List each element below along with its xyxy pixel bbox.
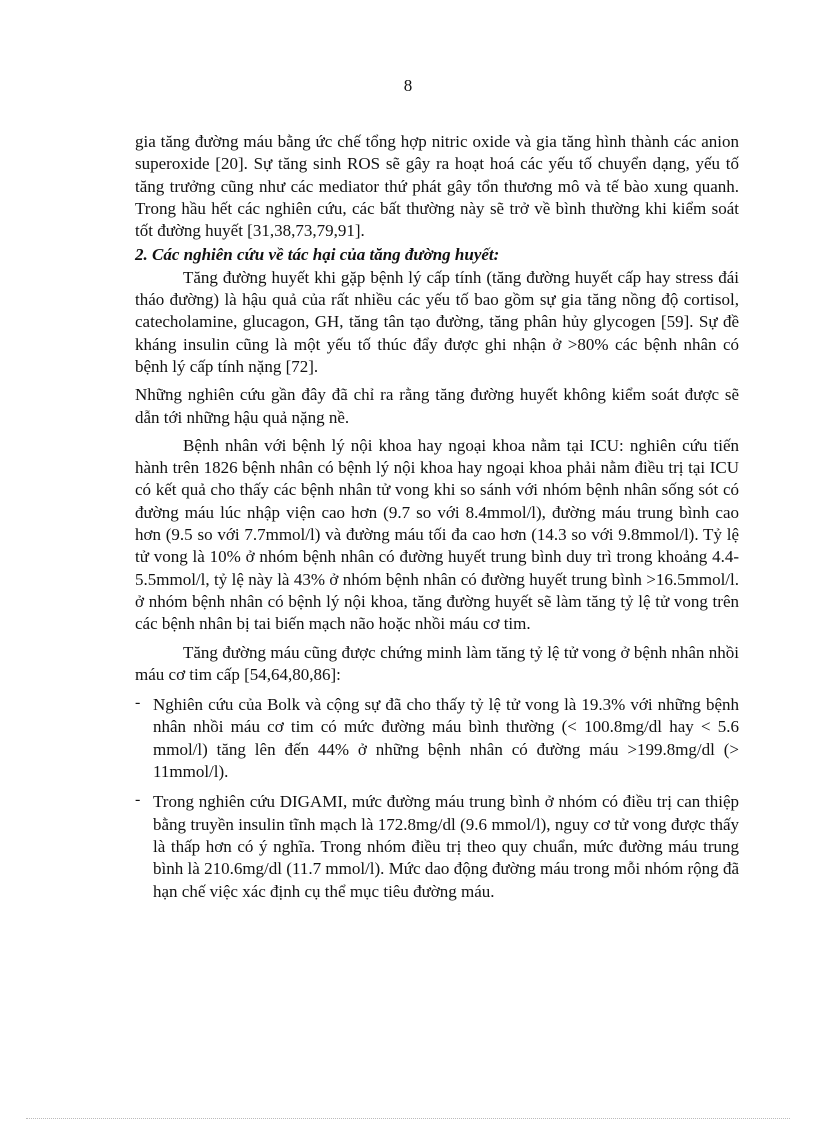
list-item-text: Trong nghiên cứu DIGAMI, mức đường máu trung bình ở nhóm có điều trị can thiệp bằng truyền insulin tĩnh mạch là 172.8mg/dl (9.6 mmol/l), nguy cơ tử vong được thấy là thấp hơn có ý nghĩa. Trong nhóm điều trị theo quy chuẩn, mức đường máu trung bình là 210.6mg/dl (11.7 mmol/l). Mức dao động đường máu trong mỗi nhóm rộng đã hạn chế việc xác định cụ thể mục tiêu đường máu. xyxy=(153,792,739,901)
bullet-mark: - xyxy=(135,694,141,712)
section-heading: 2. Các nghiên cứu về tác hại của tăng đường huyết: xyxy=(135,245,500,265)
list-item-bolk-study xyxy=(135,694,739,783)
page-bottom-divider xyxy=(26,1118,790,1119)
page-number: 8 xyxy=(403,76,413,95)
list-item-text: Nghiên cứu của Bolk và cộng sự đã cho thấy tỷ lệ tử vong là 19.3% với những bệnh nhân nhồi máu cơ tim có mức đường máu bình thường (< 100.8mg/dl hay < 5.6 mmol/l) tăng lên đến 44% ở những bệnh nhân có đường máu >199.8mg/dl (> 11mmol/l). xyxy=(153,695,739,782)
paragraph-intro: gia tăng đường máu bằng ức chế tổng hợp nitric oxide và gia tăng hình thành các anion superoxide [20]. Sự tăng sinh ROS sẽ gây ra hoạt hoá các yếu tố chuyển dạng, yếu tố tăng trưởng cũng như các mediator thứ phát gây tổn thương mô và tế bào xung quanh. Trong hầu hết các nghiên cứu, các bất thường này sẽ trở về bình thường khi kiểm soát tốt đường huyết [31,38,73,79,91]. xyxy=(135,132,739,241)
paragraph-myocardial-infarction: Tăng đường máu cũng được chứng minh làm tăng tỷ lệ tử vong ở bệnh nhân nhồi máu cơ tim cấp [54,64,80,86]: xyxy=(135,642,739,684)
bullet-mark: - xyxy=(135,791,141,809)
document-body xyxy=(135,131,739,903)
paragraph-icu-patients: Bệnh nhân với bệnh lý nội khoa hay ngoại khoa nằm tại ICU: nghiên cứu tiến hành trên 1826 bệnh nhân có bệnh lý nội khoa hay ngoại khoa phải nằm điều trị tại ICU có kết quả cho thấy các bệnh nhân tử vong khi so sánh với nhóm bệnh nhân sống sót có đường máu lúc nhập viện cao hơn (9.7 so với 8.4mmol/l), đường máu trung bình cao hơn (9.5 so với 7.7mmol/l) và đường máu tối đa cao hơn (14.3 so với 9.8mmol/l). Tỷ lệ tử vong là 10% ở nhóm bệnh nhân có đường huyết trung bình duy trì trong khoảng 4.4-5.5mmol/l, tỷ lệ này là 43% ở nhóm bệnh nhân có đường huyết trung bình >16.5mmol/l. ở nhóm bệnh nhân có bệnh lý nội khoa, tăng đường huyết sẽ làm tăng tỷ lệ tử vong trên các bệnh nhân bị tai biến mạch não hoặc nhồi máu cơ tim. xyxy=(135,435,739,634)
paragraph-acute-hyperglycemia: Tăng đường huyết khi gặp bệnh lý cấp tính (tăng đường huyết cấp hay stress đái tháo đường) là hậu quả của rất nhiều các yếu tố bao gồm sự gia tăng nồng độ cortisol, catecholamine, glucagon, GH, tăng tân tạo đường, tăng phân hủy glycogen [59]. Sự đề kháng insulin cũng là một yếu tố thúc đẩy được ghi nhận ở >80% các bệnh nhân có bệnh lý cấp tính nặng [72]. xyxy=(135,267,739,376)
paragraph-recent-studies: Những nghiên cứu gần đây đã chỉ ra rằng tăng đường huyết không kiểm soát được sẽ dẫn tới những hậu quả nặng nề. xyxy=(135,385,739,427)
list-item-digami-study xyxy=(135,791,739,902)
